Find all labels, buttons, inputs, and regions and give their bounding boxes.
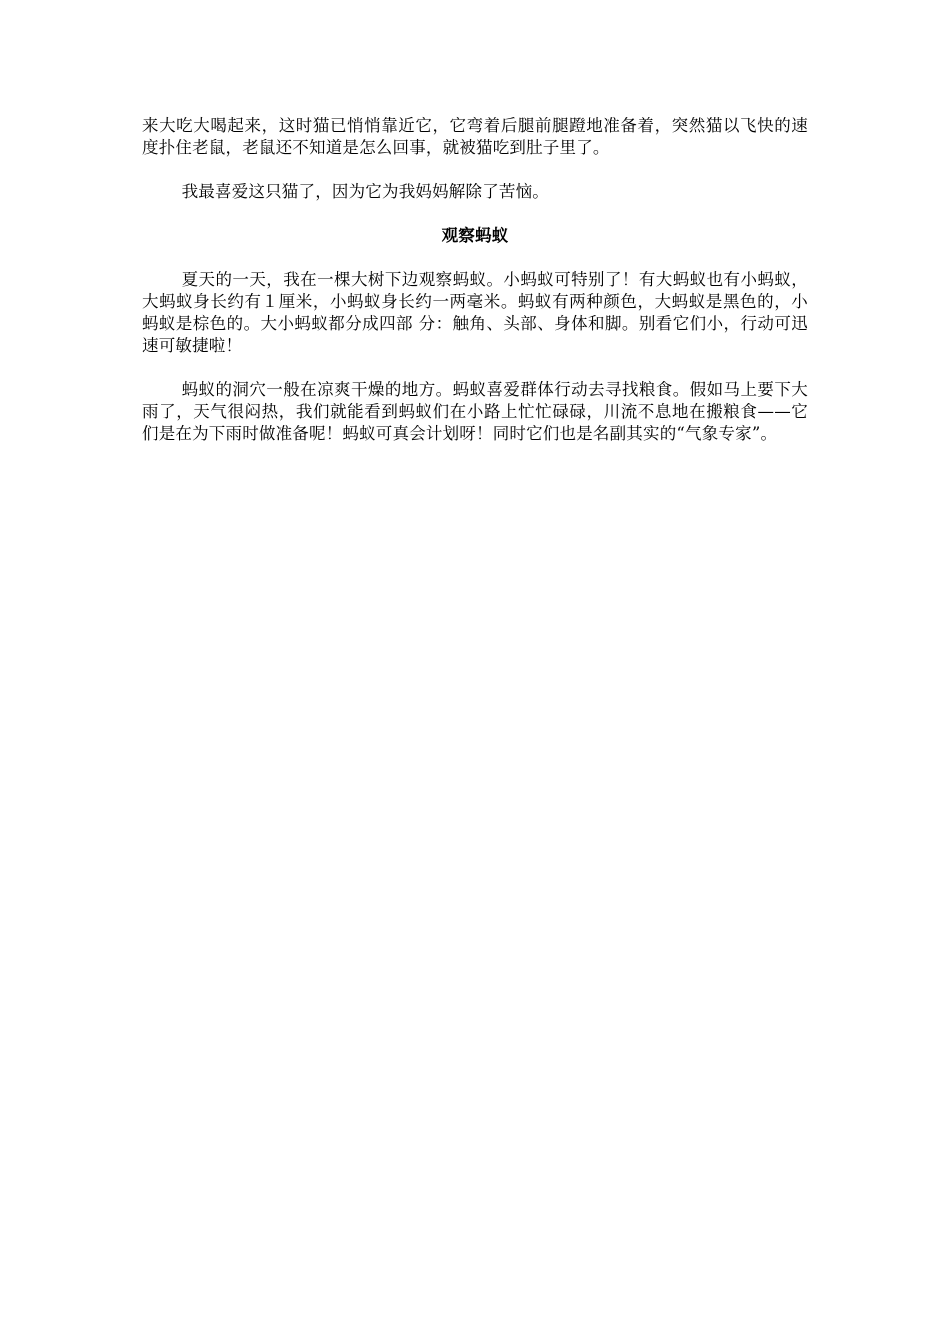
document-page [142, 115, 808, 445]
paragraph-cat-continued: 来大吃大喝起来，这时猫已悄悄靠近它，它弯着后腿前腿蹬地准备着，突然猫以飞快的速度扑住老鼠，老鼠还不知道是怎么回事，就被猫吃到肚子里了。 [142, 116, 808, 157]
paragraph-cat-conclusion: 我最喜爱这只猫了，因为它为我妈妈解除了苦恼。 [181, 182, 549, 201]
paragraph-ant-appearance: 夏天的一天，我在一棵大树下边观察蚂蚁。小蚂蚁可特别了！有大蚂蚁也有小蚂蚁，大蚂蚁身长约有１厘米，小蚂蚁身长约一两毫米。蚂蚁有两种颜色，大蚂蚁是黑色的，小蚂蚁是棕色的。大小蚂蚁都分成四部 分：触角、头部、身体和脚。别看它们小，行动可迅速可敏捷啦！ [142, 270, 808, 355]
section-title: 观察蚂蚁 [441, 226, 509, 245]
paragraph-ant-habits: 蚂蚁的洞穴一般在凉爽干燥的地方。蚂蚁喜爱群体行动去寻找粮食。假如马上要下大雨了，天气很闷热，我们就能看到蚂蚁们在小路上忙忙碌碌，川流不息地在搬粮食——它们是在为下雨时做准备呢！蚂蚁可真会计划呀！同时它们也是名副其实的“气象专家”。 [142, 380, 808, 443]
